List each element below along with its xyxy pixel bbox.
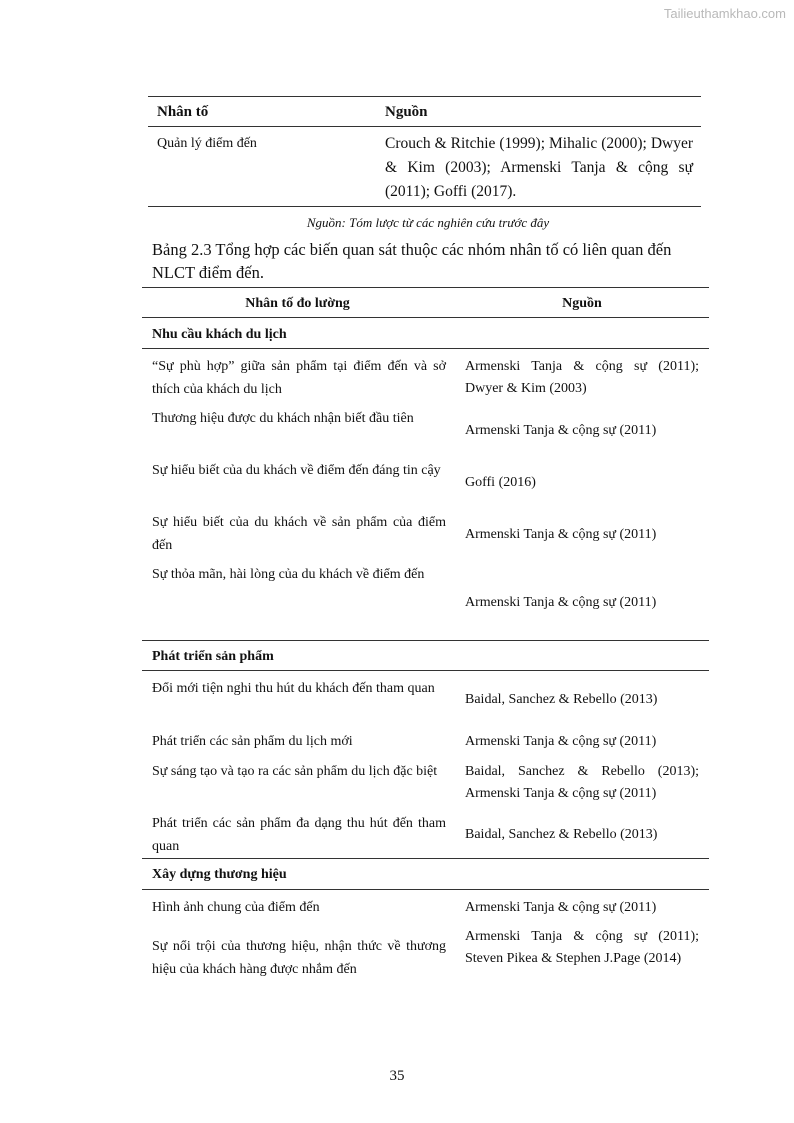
table-row-source: Armenski Tanja & cộng sự (2011) [465,527,657,542]
group-heading: Xây dựng thương hiệu [152,867,287,882]
table-row-variable: Sự thỏa mãn, hài lòng của du khách về điểm đến [152,567,425,582]
table-row-source: Armenski Tanja & cộng sự (2011) [465,595,657,610]
table-row-source: Baidal, Sanchez & Rebello (2013) [465,827,658,842]
table2-header-rule [142,317,709,318]
group-rule [142,640,709,641]
table2-header-factor: Nhân tố đo lường [245,296,350,311]
table2-top-rule [142,287,709,288]
table-row-variable: Hình ảnh chung của điểm đến [152,900,320,915]
table-row-source: Armenski Tanja & cộng sự (2011); Steven Pikea & Stephen J.Page (2014) [465,929,699,966]
group-rule [142,889,709,890]
table-row-variable: “Sự phù hợp” giữa sản phẩm tại điểm đến và sở thích của khách du lịch [152,359,446,397]
table-row-variable: Đổi mới tiện nghi thu hút du khách đến tham quan [152,681,435,696]
group-rule [142,858,709,859]
table-row-variable: Sự hiểu biết của du khách về điểm đến đáng tin cậy [152,463,441,478]
table-row-source: Armenski Tanja & cộng sự (2011) [465,734,657,749]
table-row-source: Armenski Tanja & cộng sự (2011); Dwyer & Kim (2003) [465,359,699,396]
table2-title: Bảng 2.3 Tổng hợp các biến quan sát thuộc các nhóm nhân tố có liên quan đến NLCT điểm đến. [152,240,672,282]
group-rule [142,348,709,349]
group-heading: Phát triển sản phẩm [152,649,274,664]
page-number: 35 [389,1068,405,1084]
table-row-source: Armenski Tanja & cộng sự (2011) [465,423,657,438]
table-row-variable: Sự sáng tạo và tạo ra các sản phẩm du lịch đặc biệt [152,764,438,779]
table-row-variable: Phát triển các sản phẩm đa dạng thu hút đến tham quan [152,816,446,854]
table-row-source: Baidal, Sanchez & Rebello (2013) [465,692,658,707]
table-row-variable: Thương hiệu được du khách nhận biết đầu tiên [152,411,414,426]
group-heading: Nhu cầu khách du lịch [152,327,287,342]
table-row-source: Armenski Tanja & cộng sự (2011) [465,900,657,915]
table2-header-source: Nguồn [562,296,602,311]
group-rule [142,670,709,671]
table1-header-source: Nguồn [385,104,428,120]
table-row-source: Baidal, Sanchez & Rebello (2013); Armenski Tanja & cộng sự (2011) [465,764,699,801]
table1-header-rule [148,126,701,127]
table1-row-factor: Quản lý điểm đến [157,136,257,151]
table-row-variable: Phát triển các sản phẩm du lịch mới [152,734,353,749]
table-row-source: Goffi (2016) [465,475,536,490]
table1-source-note: Nguồn: Tóm lược từ các nghiên cứu trước đây [306,215,550,230]
watermark: Tailieuthamkhao.com [663,6,786,21]
table1-bottom-rule [148,206,701,207]
table1-header-factor: Nhân tố [157,104,209,120]
table-row-variable: Sự hiểu biết của du khách về sản phẩm của điểm đến [152,515,446,553]
table1-top-rule [148,96,701,97]
table-row-variable: Sự nổi trội của thương hiệu, nhận thức về thương hiệu của khách hàng được nhắm đến [152,939,446,977]
table1-row-source: Crouch & Ritchie (1999); Mihalic (2000); Dwyer & Kim (2003); Armenski Tanja & cộng sự (2011); Goffi (2017). [385,135,693,200]
